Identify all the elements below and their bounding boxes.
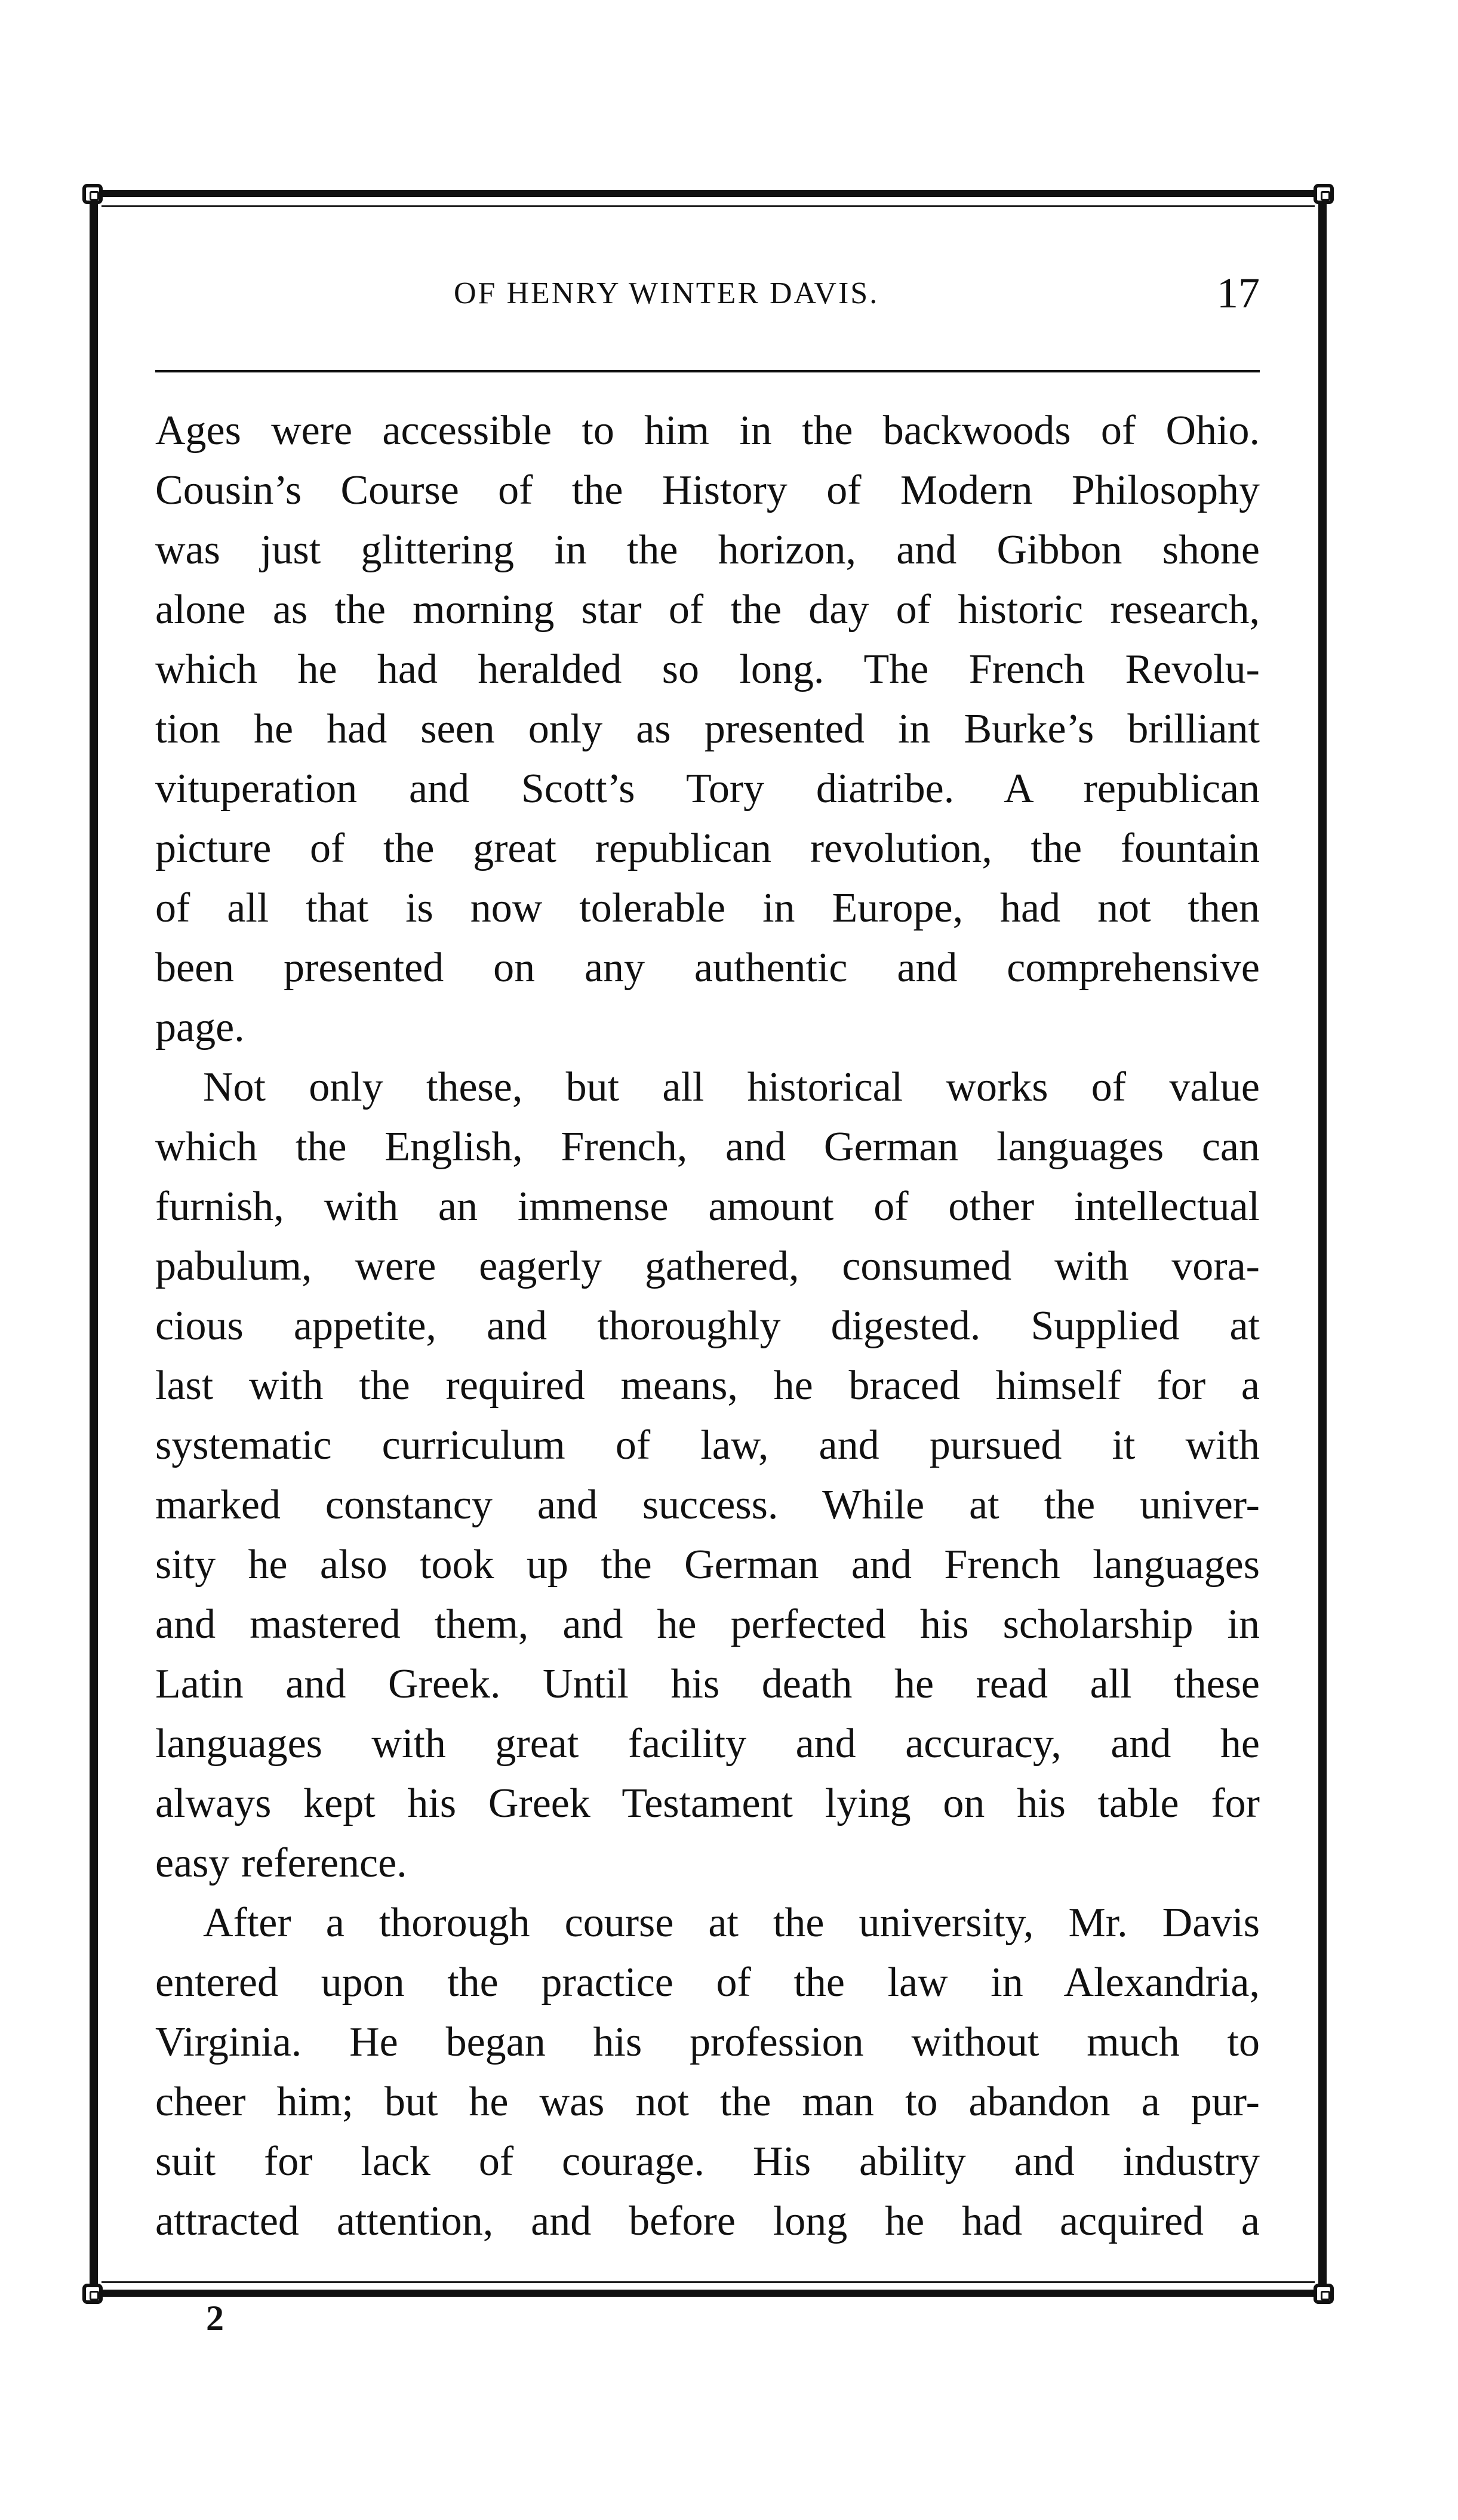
text-line: Ages were accessible to him in the backwoods of Ohio. (155, 408, 1260, 454)
text-line: which he had heralded so long. The French Revolu- (155, 646, 1260, 692)
text-line: easy reference. (155, 1840, 407, 1886)
text-line: suit for lack of courage. His ability and industry (155, 2139, 1260, 2185)
text-line: furnish, with an immense amount of other intellectual (155, 1184, 1260, 1230)
bottom-border-rule (90, 2290, 1327, 2297)
text-line: of all that is now tolerable in Europe, had not then (155, 885, 1260, 931)
body-text (155, 401, 1260, 2251)
text-line: page. (155, 1005, 245, 1050)
text-line: been presented on any authentic and comprehensive (155, 945, 1260, 991)
signature-mark: 2 (206, 2299, 224, 2338)
text-line: tion he had seen only as presented in Burke’s brilliant (155, 706, 1260, 752)
text-line: Cousin’s Course of the History of Modern Philosophy (155, 467, 1260, 513)
running-title: OF HENRY WINTER DAVIS. (454, 276, 879, 310)
top-border-hairline (101, 205, 1315, 207)
text-line: Virginia. He began his profession without much to (155, 2019, 1260, 2065)
text-line: pabulum, were eagerly gathered, consumed with vora- (155, 1243, 1260, 1289)
corner-ornament-top-left-icon (82, 184, 103, 204)
text-line: marked constancy and success. While at the univer- (155, 1482, 1260, 1528)
header-rule (155, 370, 1260, 372)
text-line: cheer him; but he was not the man to abandon a pur- (155, 2079, 1260, 2125)
text-line: Latin and Greek. Until his death he read all these (155, 1661, 1260, 1707)
text-line: entered upon the practice of the law in Alexandria, (155, 1960, 1260, 2005)
text-line: Not only these, but all historical works of value (203, 1064, 1260, 1110)
text-line: sity he also took up the German and French languages (155, 1542, 1260, 1588)
text-line: always kept his Greek Testament lying on his table for (155, 1780, 1260, 1826)
text-line: picture of the great republican revolution, the fountain (155, 825, 1260, 871)
text-line: attracted attention, and before long he had acquired a (155, 2198, 1260, 2244)
text-line: systematic curriculum of law, and pursued it with (155, 1422, 1260, 1468)
page-number: 17 (1217, 269, 1260, 317)
top-border-rule (90, 190, 1327, 197)
corner-ornament-bottom-right-icon (1314, 2284, 1334, 2304)
text-line: was just glittering in the horizon, and Gibbon shone (155, 527, 1260, 573)
corner-ornament-top-right-icon (1314, 184, 1334, 204)
text-line: last with the required means, he braced himself for a (155, 1363, 1260, 1409)
text-line: cious appetite, and thoroughly digested. Supplied at (155, 1303, 1260, 1349)
text-line: alone as the morning star of the day of historic research, (155, 587, 1260, 633)
text-line: which the English, French, and German languages can (155, 1124, 1260, 1170)
corner-ornament-bottom-left-icon (82, 2284, 103, 2304)
text-line: and mastered them, and he perfected his scholarship in (155, 1601, 1260, 1647)
text-line: vituperation and Scott’s Tory diatribe. A republican (155, 766, 1260, 812)
running-head (155, 269, 1260, 324)
text-line: After a thorough course at the university, Mr. Davis (203, 1900, 1260, 1946)
text-line: languages with great facility and accuracy, and he (155, 1721, 1260, 1767)
bottom-border-hairline (101, 2281, 1315, 2283)
